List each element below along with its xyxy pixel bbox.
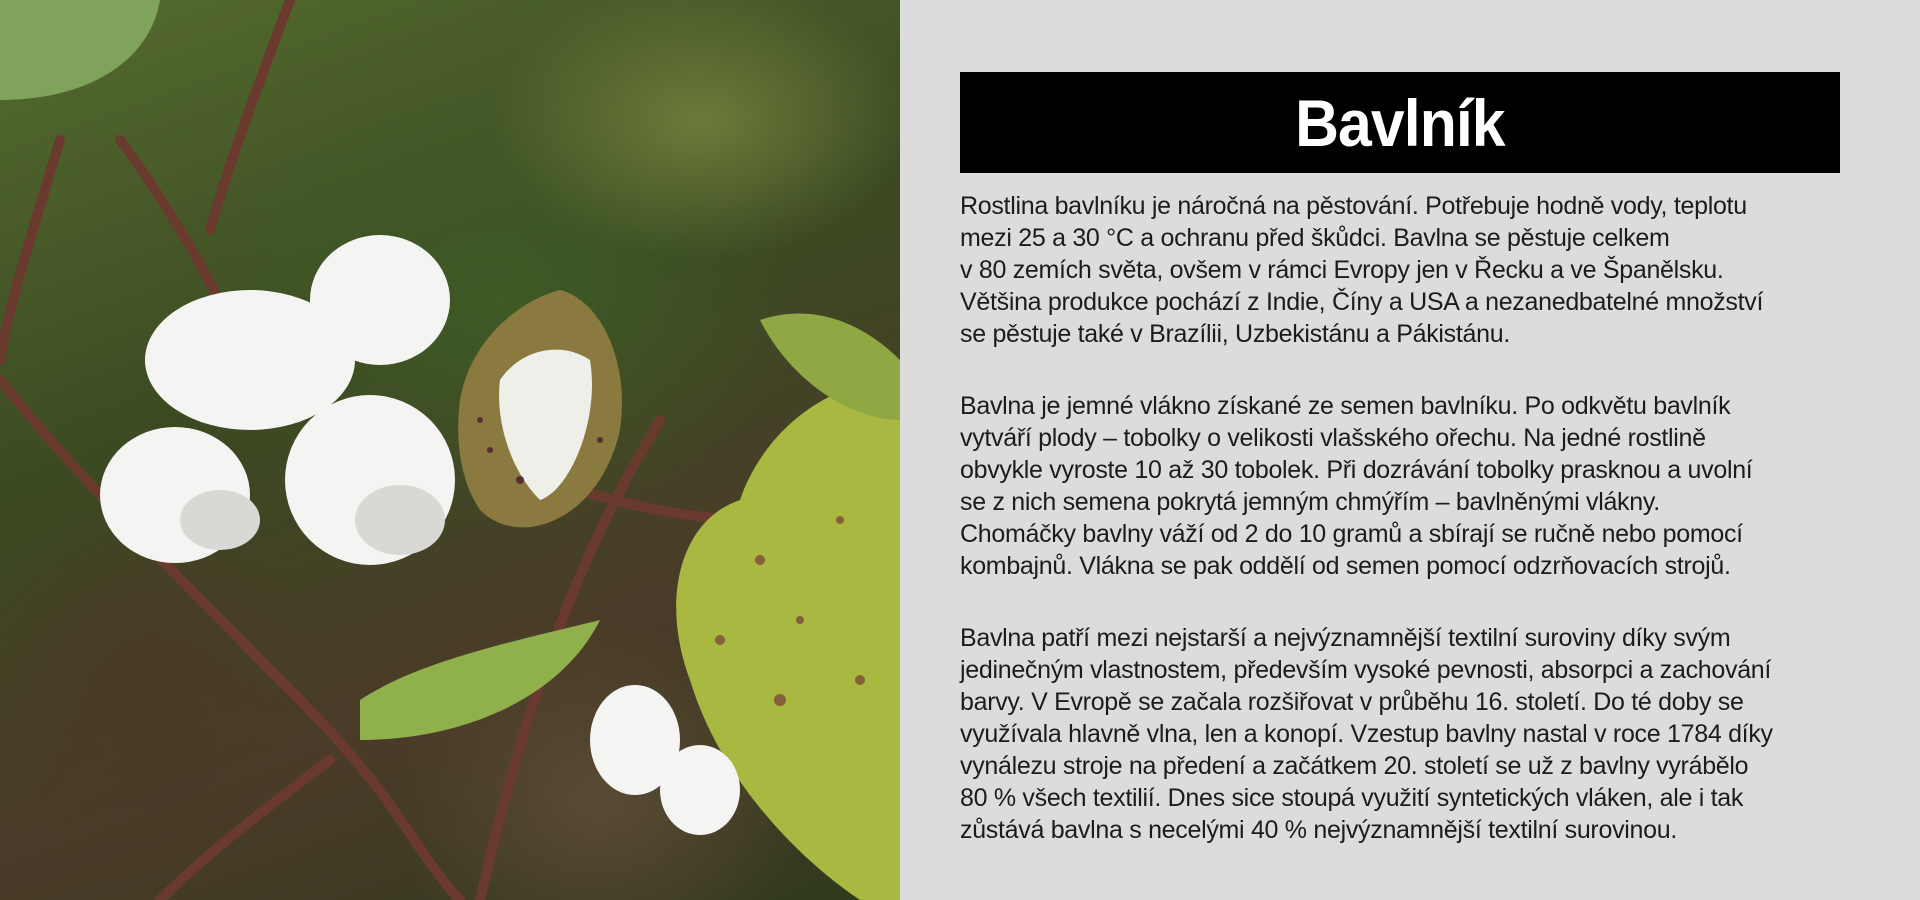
text-line: v 80 zemích světa, ovšem v rámci Evropy jen v Řecku a ve Španělsku.: [960, 256, 1724, 284]
text-line: se z nich semena pokrytá jemným chmýřím – bavlněnými vlákny.: [960, 488, 1660, 516]
text-line: Většina produkce pochází z Indie, Číny a USA a nezanedbatelné množství: [960, 288, 1764, 316]
text-line: kombajnů. Vlákna se pak oddělí od semen pomocí odzrňovacích strojů.: [960, 552, 1731, 580]
text-line: vytváří plody – tobolky o velikosti vlašského ořechu. Na jedné rostlině: [960, 424, 1706, 452]
text-line: Bavlna patří mezi nejstarší a nejvýznamnější textilní suroviny díky svým: [960, 624, 1731, 652]
text-line: Bavlna je jemné vlákno získané ze semen bavlníku. Po odkvětu bavlník: [960, 392, 1731, 420]
page-title: Bavlník: [1295, 85, 1505, 160]
text-line: barvy. V Evropě se začala rozšiřovat v průběhu 16. století. Do té doby se: [960, 688, 1744, 716]
article-body: [960, 190, 1860, 886]
text-line: 80 % všech textilií. Dnes sice stoupá využití syntetických vláken, ale i tak: [960, 784, 1744, 812]
paragraph-fiber: [960, 390, 1860, 582]
title-banner: [960, 72, 1840, 173]
text-line: obvykle vyroste 10 až 30 tobolek. Při dozrávání tobolky prasknou a uvolní: [960, 456, 1753, 484]
cotton-boll-image: [0, 0, 900, 900]
text-line: Rostlina bavlníku je náročná na pěstování. Potřebuje hodně vody, teplotu: [960, 192, 1747, 220]
text-line: Chomáčky bavlny váží od 2 do 10 gramů a sbírají se ručně nebo pomocí: [960, 520, 1743, 548]
text-line: využívala hlavně vlna, len a konopí. Vzestup bavlny nastal v roce 1784 díky: [960, 720, 1773, 748]
cotton-plant-photo: [0, 0, 900, 900]
text-line: mezi 25 a 30 °C a ochranu před škůdci. Bavlna se pěstuje celkem: [960, 224, 1670, 252]
paragraph-cultivation: [960, 190, 1860, 350]
text-line: se pěstuje také v Brazílii, Uzbekistánu a Pákistánu.: [960, 320, 1510, 348]
text-line: zůstává bavlna s necelými 40 % nejvýznamnější textilní surovinou.: [960, 816, 1677, 844]
info-panel: [900, 0, 1920, 900]
paragraph-history: [960, 622, 1860, 846]
text-line: vynálezu stroje na předení a začátkem 20. století se už z bavlny vyrábělo: [960, 752, 1749, 780]
text-line: jedinečným vlastnostem, především vysoké pevnosti, absorpci a zachování: [960, 656, 1772, 684]
